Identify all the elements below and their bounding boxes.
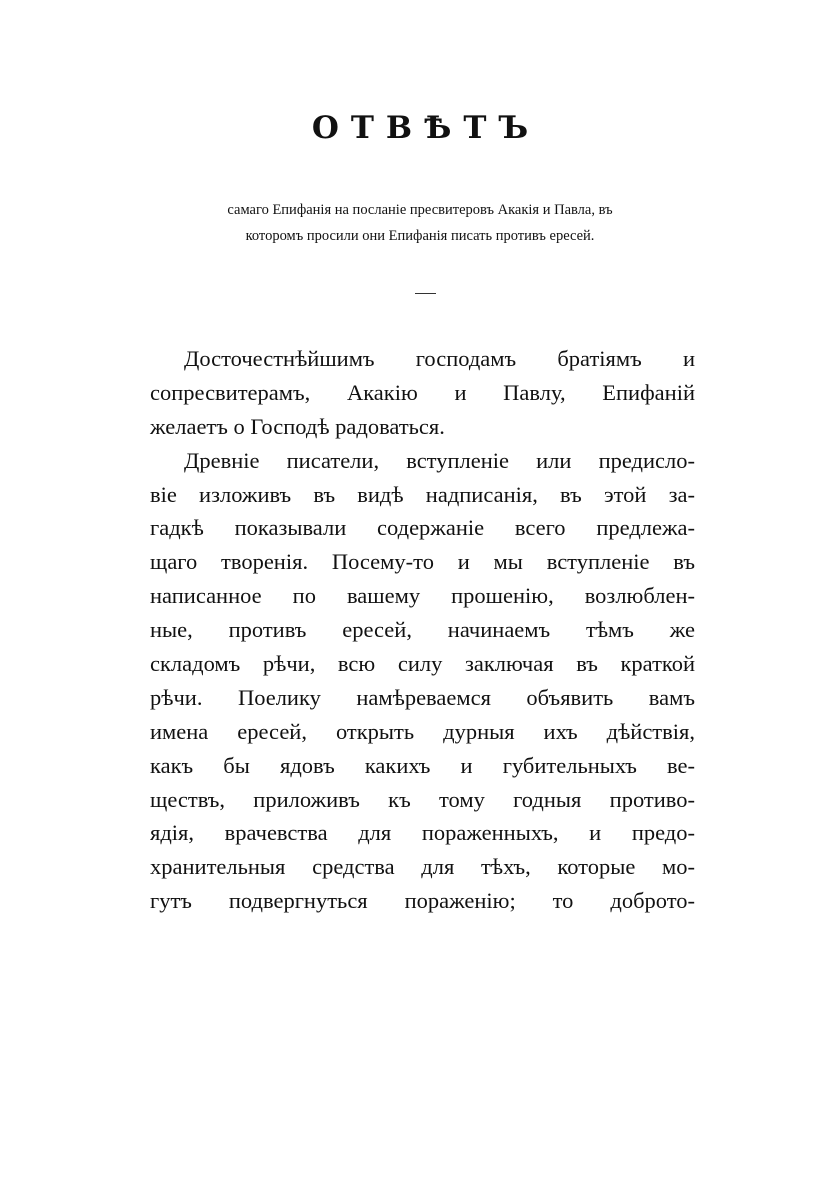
paragraph-line: Древніе писатели, вступленіе или предисло- bbox=[184, 447, 695, 473]
paragraph-line: ядія, врачевства для пораженныхъ, и предо- bbox=[150, 820, 695, 846]
paragraph-line: ные, противъ ересей, начинаемъ тѣмъ же bbox=[150, 617, 695, 643]
salutation-line: желаетъ о Господѣ радоваться. bbox=[150, 413, 445, 439]
salutation-line: сопресвитерамъ, Акакію и Павлу, Епифаній bbox=[150, 379, 695, 405]
paragraph-line: складомъ рѣчи, всю силу заключая въ краткой bbox=[150, 651, 695, 677]
subtitle bbox=[140, 197, 700, 249]
paragraph-line: ществъ, приложивъ къ тому годныя противо- bbox=[150, 786, 695, 812]
paragraph-line: гадкѣ показывали содержаніе всего предлежа- bbox=[150, 515, 695, 541]
paragraph-line: віе изложивъ въ видѣ надписанія, въ этой за- bbox=[150, 481, 695, 507]
paragraph-line: хранительныя средства для тѣхъ, которые мо- bbox=[150, 854, 695, 880]
body-text bbox=[150, 342, 695, 918]
paragraph-line: имена ересей, открыть дурныя ихъ дѣйствія, bbox=[150, 718, 695, 744]
subtitle-line: которомъ просили они Епифанія писать противъ ересей. bbox=[245, 228, 595, 244]
page-title: ОТВѢТЪ bbox=[311, 110, 541, 146]
paragraph-line: написанное по вашему прошенію, возлюблен- bbox=[150, 583, 695, 609]
paragraph-line: гутъ подвергнуться пораженію; то доброто- bbox=[150, 888, 695, 914]
paragraph-line: какъ бы ядовъ какихъ и губительныхъ ве- bbox=[150, 752, 695, 778]
paragraph-line: рѣчи. Поелику намѣреваемся объявить вамъ bbox=[150, 684, 695, 710]
subtitle-line: самаго Епифанія на посланіе пресвитеровъ Акакія и Павла, въ bbox=[227, 202, 613, 218]
separator-rule bbox=[415, 293, 436, 294]
salutation-line: Досточестнѣйшимъ господамъ братіямъ и bbox=[184, 346, 695, 371]
paragraph-line: щаго творенія. Посему-то и мы вступленіе въ bbox=[150, 549, 695, 575]
